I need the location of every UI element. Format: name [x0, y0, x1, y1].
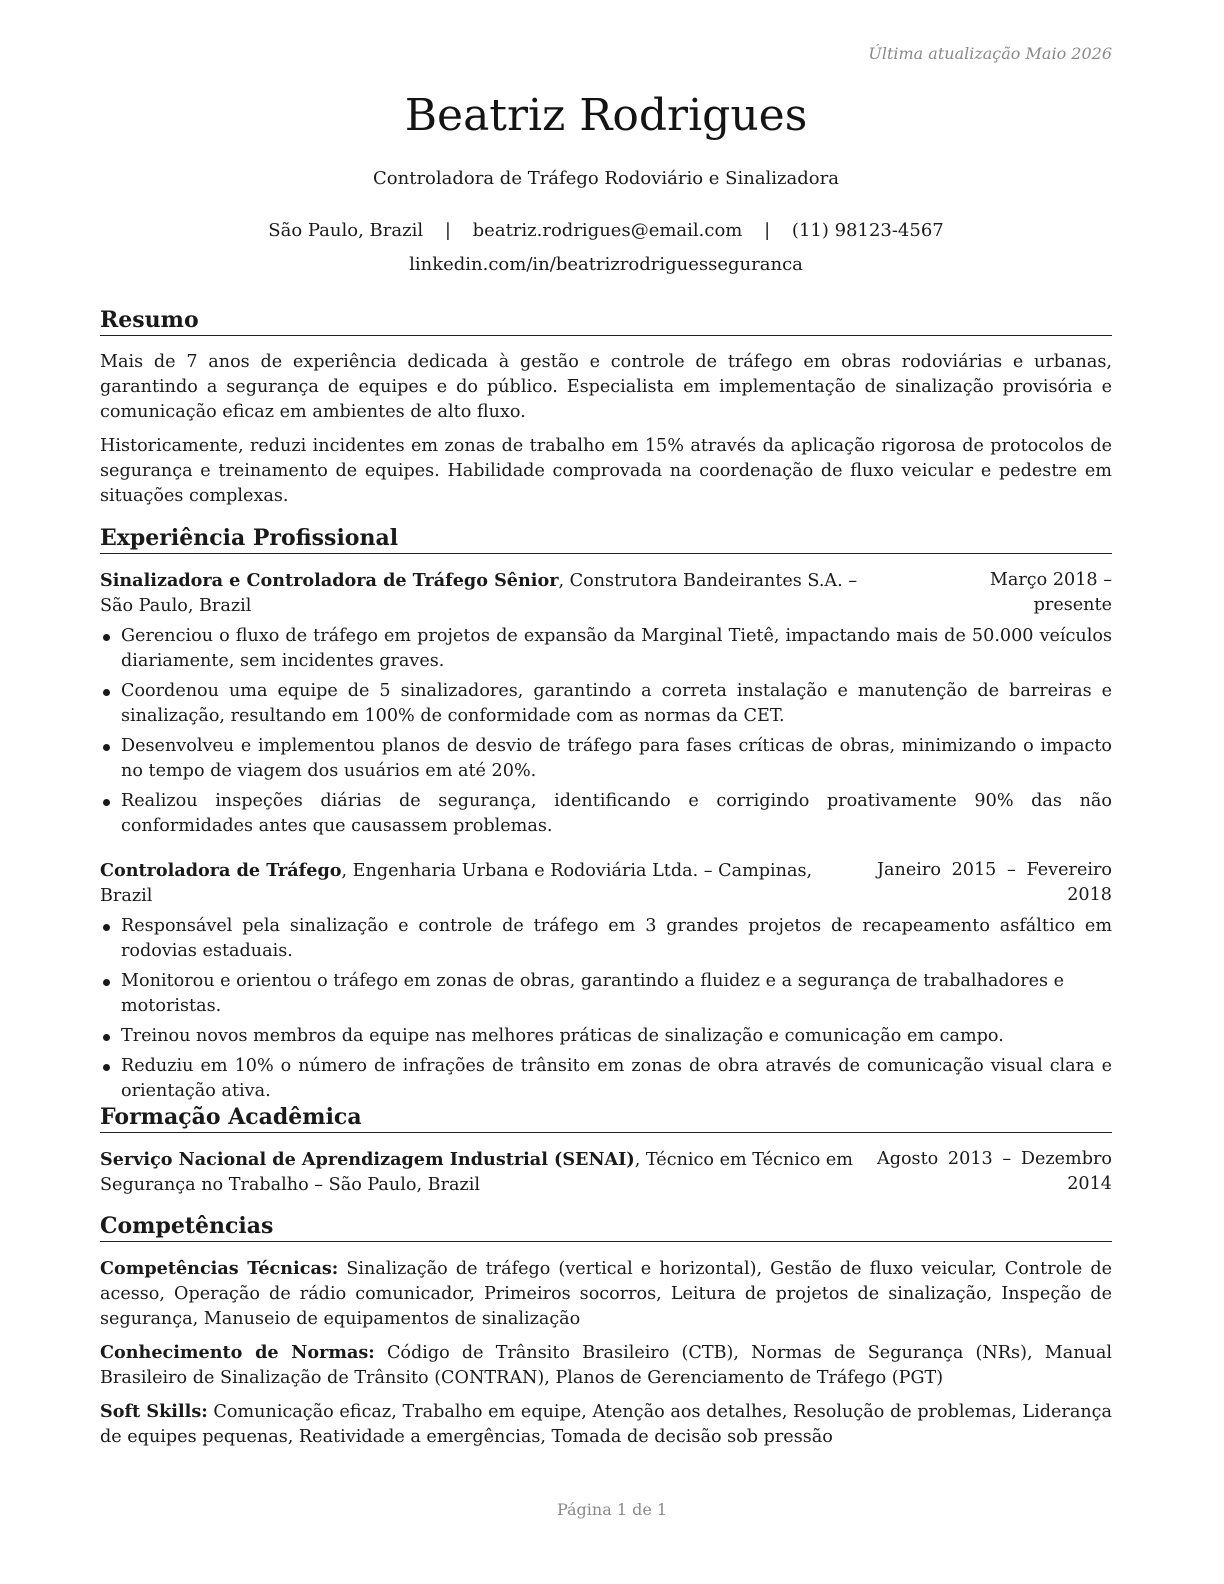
- list-item: Reduziu em 10% o número de infrações de trânsito em zonas de obra através de comunicação visual clara e orientação ativa.: [100, 1054, 1112, 1104]
- skill-group-label: Competências Técnicas:: [100, 1258, 339, 1279]
- education-institution: Serviço Nacional de Aprendizagem Industrial (SENAI): [100, 1149, 635, 1170]
- list-item: Desenvolveu e implementou planos de desvio de tráfego para fases críticas de obras, minimizando o impacto no tempo de viagem dos usuários em até 20%.: [100, 734, 1112, 784]
- contact-line: [100, 220, 1112, 241]
- contact-separator: |: [444, 220, 451, 241]
- job-dates: Janeiro 2015 – Fevereiro 2018: [877, 860, 1112, 905]
- job-title-line: [100, 858, 860, 909]
- skill-group-text: Código de Trânsito Brasileiro (CTB), Normas de Segurança (NRs), Manual Brasileiro de Sinalização de Trânsito (CONTRAN), Planos de Gerenciamento de Tráfego (PGT): [100, 1343, 1112, 1388]
- job-company: , Construtora Bandeirantes S.A. – São Paulo, Brazil: [100, 571, 858, 616]
- candidate-name: Beatriz Rodrigues: [404, 90, 808, 141]
- job-bullets: [100, 624, 1112, 839]
- education-line: [100, 1147, 860, 1198]
- education-entry: [100, 1147, 1112, 1198]
- list-item: Gerenciou o fluxo de tráfego em projetos de expansão da Marginal Tietê, impactando mais de 50.000 veículos diariamente, sem incidentes graves.: [100, 624, 1112, 674]
- list-item: Treinou novos membros da equipe nas melhores práticas de sinalização e comunicação em campo.: [100, 1024, 1112, 1049]
- last-updated: Última atualização Maio 2026: [868, 44, 1112, 63]
- skill-group: [100, 1399, 1112, 1450]
- job-company: , Engenharia Urbana e Rodoviária Ltda. – Campinas, Brazil: [100, 861, 813, 906]
- summary-section: [100, 306, 1112, 509]
- education-detail: , Técnico em Técnico em Segurança no Trabalho – São Paulo, Brazil: [100, 1150, 853, 1195]
- phone-number: (11) 98123-4567: [791, 220, 944, 241]
- section-title-summary: Resumo: [100, 306, 1112, 336]
- job-header: [100, 568, 1112, 619]
- section-title-education: Formação Acadêmica: [100, 1103, 1112, 1133]
- skill-group-text: Sinalização de tráfego (vertical e horizontal), Gestão de fluxo veicular, Controle de acesso, Operação de rádio comunicador, Primeiros socorros, Leitura de projetos de sinalização, Inspeção de segurança, Manuseio de equipamentos de sinalização: [100, 1259, 1112, 1329]
- job-bullets: [100, 914, 1112, 1104]
- section-title-experience: Experiência Profissional: [100, 524, 1112, 554]
- contact-separator: |: [764, 220, 771, 241]
- headline: Controladora de Tráfego Rodoviário e Sinalizadora: [373, 168, 839, 189]
- summary-paragraph: Historicamente, reduzi incidentes em zonas de trabalho em 15% através da aplicação rigorosa de protocolos de segurança e treinamento de equipes. Habilidade comprovada na coordenação de fluxo veicular e pedestre em situações complexas.: [100, 436, 1112, 506]
- job-entry: [100, 568, 1112, 839]
- education-dates: Agosto 2013 – Dezembro 2014: [877, 1149, 1112, 1194]
- job-role: Controladora de Tráfego: [100, 860, 342, 881]
- skill-group: [100, 1256, 1112, 1332]
- list-item: Coordenou uma equipe de 5 sinalizadores, garantindo a correta instalação e manutenção de barreiras e sinalização, resultando em 100% de conformidade com as normas da CET.: [100, 679, 1112, 729]
- section-title-skills: Competências: [100, 1212, 1112, 1242]
- list-item: Responsável pela sinalização e controle de tráfego em 3 grandes projetos de recapeamento asfáltico em rodovias estaduais.: [100, 914, 1112, 964]
- skill-group-text: Comunicação eficaz, Trabalho em equipe, Atenção aos detalhes, Resolução de problemas, Liderança de equipes pequenas, Reatividade a emergências, Tomada de decisão sob pressão: [100, 1402, 1112, 1447]
- experience-section: [100, 524, 1112, 1109]
- skills-section: [100, 1212, 1112, 1458]
- skill-group-label: Conhecimento de Normas:: [100, 1342, 375, 1363]
- job-entry: [100, 858, 1112, 1104]
- job-title-line: [100, 568, 890, 619]
- page-number: Página 1 de 1: [556, 1500, 668, 1519]
- email-link[interactable]: beatriz.rodrigues@email.com: [472, 220, 743, 241]
- list-item: Realizou inspeções diárias de segurança, identificando e corrigindo proativamente 90% das não conformidades antes que causassem problemas.: [100, 789, 1112, 839]
- job-dates: Março 2018 – presente: [989, 570, 1112, 615]
- location: São Paulo, Brazil: [268, 220, 424, 241]
- linkedin-link[interactable]: linkedin.com/in/beatrizrodriguesseguranca: [409, 254, 803, 275]
- skill-group: [100, 1340, 1112, 1391]
- education-section: [100, 1103, 1112, 1198]
- job-header: [100, 858, 1112, 909]
- summary-paragraph: Mais de 7 anos de experiência dedicada à gestão e controle de tráfego em obras rodoviárias e urbanas, garantindo a segurança de equipes e do público. Especialista em implementação de sinalização provisória e comunicação eficaz em ambientes de alto fluxo.: [100, 352, 1112, 422]
- list-item: Monitorou e orientou o tráfego em zonas de obras, garantindo a fluidez e a segurança de trabalhadores e motoristas.: [100, 969, 1112, 1019]
- skill-group-label: Soft Skills:: [100, 1401, 208, 1422]
- job-role: Sinalizadora e Controladora de Tráfego Sênior: [100, 570, 559, 591]
